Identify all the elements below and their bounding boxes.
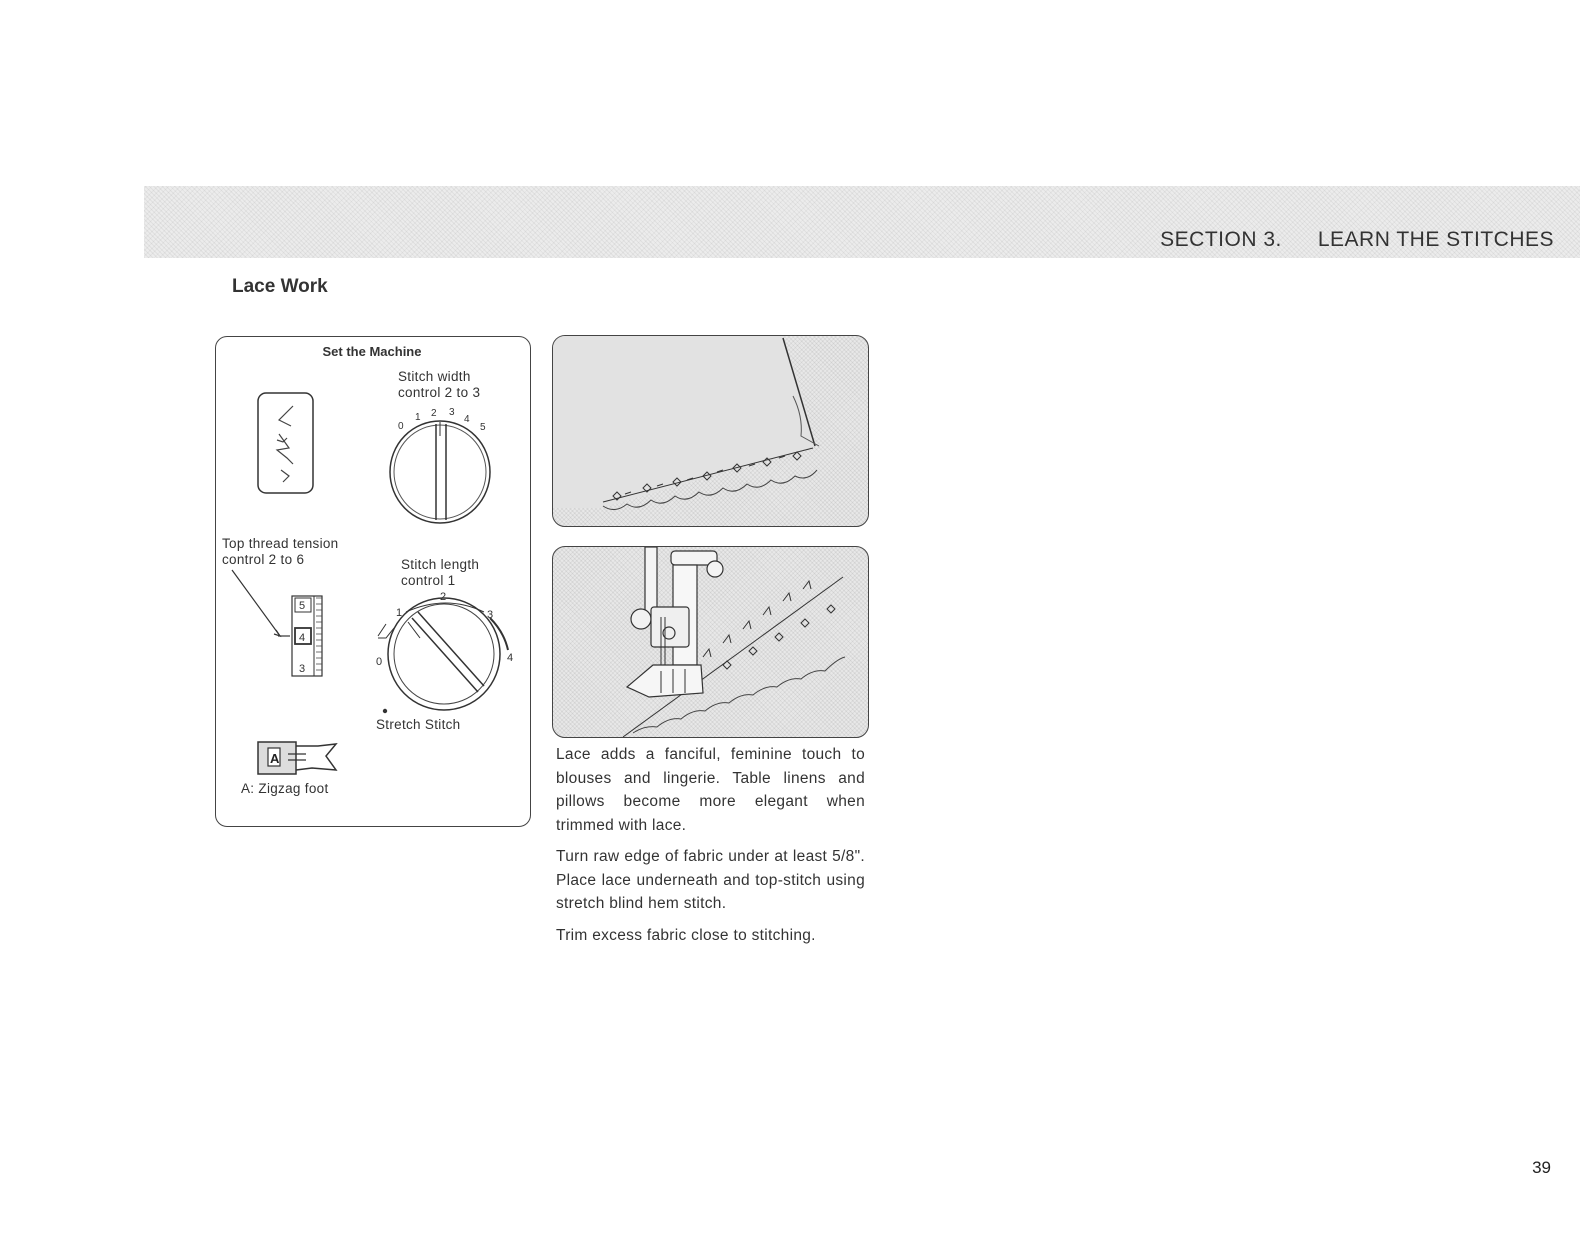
width-tick-2: 2	[431, 408, 437, 419]
tension-label-2: control 2 to 6	[222, 552, 305, 567]
foot-letter: A	[270, 751, 280, 766]
tension-dial	[228, 564, 328, 680]
body-paragraph-1: Lace adds a fanciful, feminine touch to blouses and lingerie. Table linens and pillows become more elegant when trimmed with lace.	[556, 746, 865, 834]
stretch-stitch-dot	[382, 708, 388, 714]
page-title: Lace Work	[232, 276, 328, 297]
presser-foot-illustration	[552, 546, 869, 738]
tension-label-1: Top thread tension	[222, 536, 339, 551]
width-tick-4: 4	[464, 414, 470, 425]
tension-number-4: 4	[299, 632, 306, 644]
lace-edge-illustration	[552, 335, 869, 527]
length-tick-4: 4	[507, 652, 514, 664]
stitch-length-label-2: control 1	[401, 573, 456, 588]
length-tick-2: 2	[440, 591, 447, 603]
tension-number-5: 5	[299, 600, 306, 612]
section-title: LEARN THE STITCHES	[1317, 228, 1554, 251]
tension-number-3: 3	[299, 663, 306, 675]
length-tick-1: 1	[396, 607, 403, 619]
stitch-width-label-2: control 2 to 3	[398, 385, 481, 400]
length-tick-3: 3	[487, 609, 494, 621]
width-tick-1: 1	[415, 412, 421, 423]
stitch-length-dial	[372, 588, 522, 716]
width-tick-3: 3	[449, 407, 455, 418]
presser-foot-drawing	[553, 547, 868, 737]
stitch-length-label-1: Stitch length	[401, 557, 480, 572]
body-paragraph-3: Trim excess fabric close to stitching.	[556, 927, 816, 944]
zigzag-foot-icon	[256, 740, 340, 776]
zigzag-foot-label: A: Zigzag foot	[241, 781, 329, 796]
stitch-width-label-1: Stitch width	[398, 369, 471, 384]
stitch-pattern-icon	[257, 392, 315, 496]
lace-fabric-drawing	[553, 336, 868, 526]
width-tick-0: 0	[398, 421, 404, 432]
stretch-stitch-label: Stretch Stitch	[376, 717, 461, 732]
section-label: SECTION 3.	[1160, 228, 1282, 251]
width-tick-5: 5	[480, 422, 486, 433]
stitch-width-dial	[388, 400, 498, 530]
body-paragraph-2: Turn raw edge of fabric under at least 5/8". Place lace underneath and top-stitch using stretch blind hem stitch.	[556, 848, 865, 912]
machine-settings-title: Set the Machine	[322, 344, 422, 359]
section-header	[1160, 228, 1554, 252]
length-tick-0: 0	[376, 656, 383, 668]
page-number: 39	[1532, 1158, 1551, 1177]
